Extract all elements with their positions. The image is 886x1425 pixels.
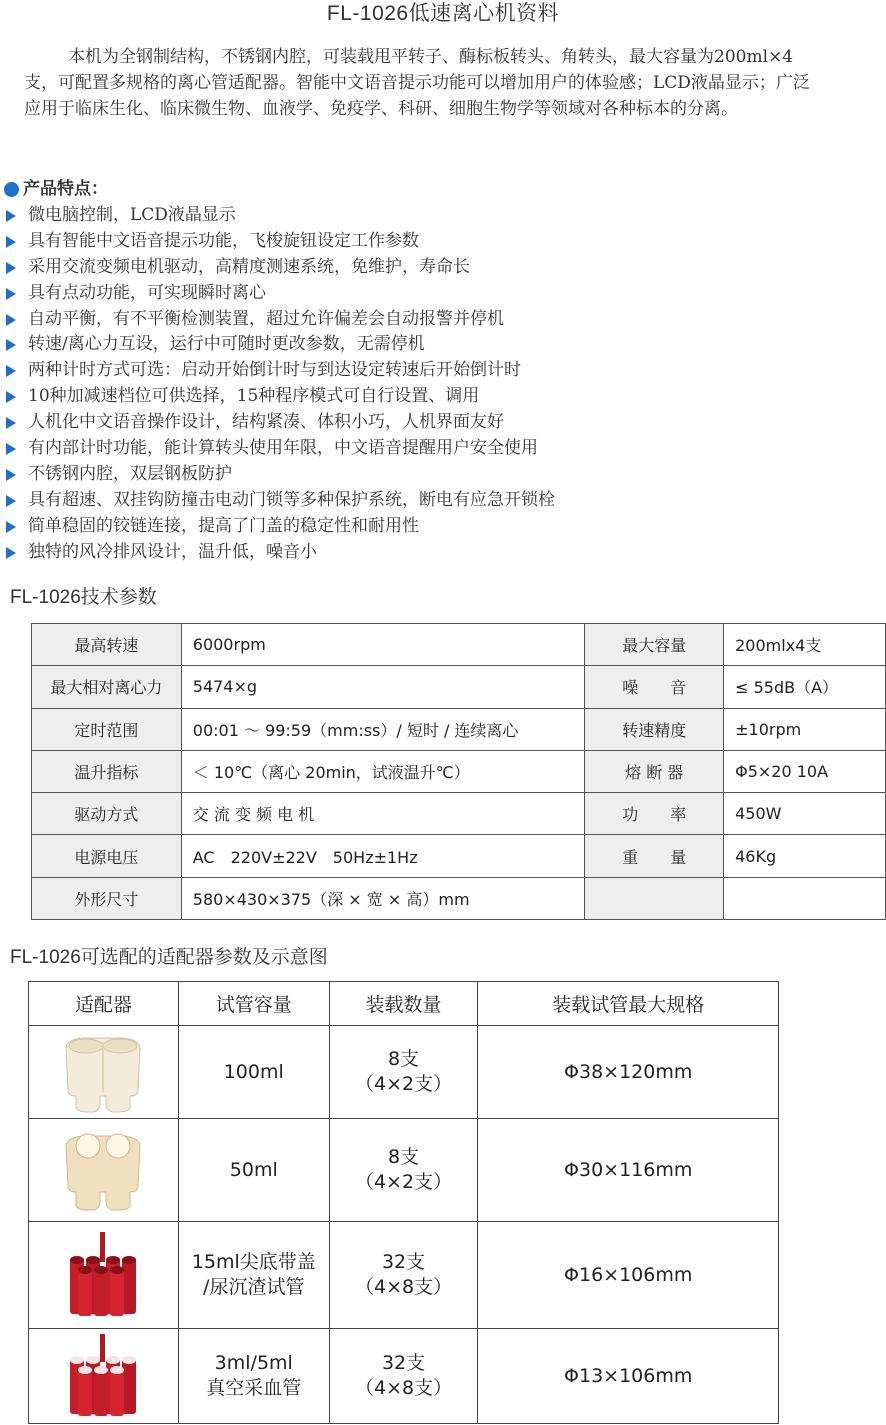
quantity-value: 32支 xyxy=(381,1352,426,1374)
spec-value: 交 流 变 频 电 机 xyxy=(181,793,585,835)
capacity-cell: 100ml xyxy=(178,1026,329,1119)
triangle-bullet-icon xyxy=(6,365,16,377)
spec-title: FL-1026技术参数 xyxy=(10,587,157,608)
feature-text: 具有超速、双挂钩防撞击电动门锁等多种保护系统，断电有应急开锁栓 xyxy=(28,489,555,510)
list-item xyxy=(4,229,555,255)
list-item xyxy=(4,462,555,488)
feature-text: 具有点动功能，可实现瞬时离心 xyxy=(28,282,266,303)
spec-label: 电源电压 xyxy=(32,835,182,877)
adapter-image-cell xyxy=(29,1026,179,1119)
quantity-detail: （4×8支） xyxy=(354,1276,453,1298)
table-row xyxy=(29,1329,779,1424)
spec-label: 外形尺寸 xyxy=(32,877,182,919)
quantity-value: 32支 xyxy=(381,1251,426,1273)
spec-label: 最大容量 xyxy=(585,624,724,666)
feature-text: 人机化中文语音操作设计，结构紧凑、体积小巧，人机界面友好 xyxy=(28,412,504,433)
spec-value: 200mlx4支 xyxy=(724,624,886,666)
quantity-detail: （4×8支） xyxy=(354,1377,453,1399)
list-item xyxy=(4,410,555,436)
features-list xyxy=(4,203,555,565)
spec-value: 00:01 ～ 99:59（mm:ss）/ 短时 / 连续离心 xyxy=(181,708,585,750)
feature-text: 两种计时方式可选：启动开始倒计时与到达设定转速后开始倒计时 xyxy=(28,360,521,381)
capacity-cell: 15ml尖底带盖 /尿沉渣试管 xyxy=(178,1222,329,1329)
feature-text: 独特的风冷排风设计，温升低，噪音小 xyxy=(28,541,317,562)
list-item xyxy=(4,540,555,566)
spec-label: 功 率 xyxy=(585,793,724,835)
table-row xyxy=(32,835,886,877)
bullet-dot-icon xyxy=(4,182,19,197)
quantity-value: 8支 xyxy=(387,1146,420,1168)
red-8-hole-adapter-white-top-icon xyxy=(58,1332,148,1420)
quantity-value: 8支 xyxy=(387,1048,420,1070)
list-item xyxy=(4,488,555,514)
triangle-bullet-icon xyxy=(6,314,16,326)
feature-text: 自动平衡，有不平衡检测装置，超过允许偏差会自动报警并停机 xyxy=(28,308,504,329)
spec-value: ＜ 10℃（离心 20min，试液温升℃） xyxy=(181,750,585,792)
feature-text: 10种加减速档位可供选择，15种程序模式可自行设置、调用 xyxy=(28,386,480,407)
list-item xyxy=(4,514,555,540)
spec-value xyxy=(724,877,886,919)
quantity-cell xyxy=(329,1119,478,1222)
feature-text: 微电脑控制，LCD液晶显示 xyxy=(28,205,236,225)
intro-paragraph: 本机为全钢制结构，不锈钢内腔，可装载甩平转子、酶标板转头、角转头，最大容量为200ml×4支，可配置多规格的离心管适配器。智能中文语音提示功能可以增加用户的体验感；LCD液晶显示；广泛应用于临床生化、临床微生物、血液学、免疫学、科研、细胞生物学等领域对各种标本的分离。 xyxy=(24,47,810,119)
max-spec-cell: Φ38×120mm xyxy=(478,1026,779,1119)
spec-label: 定时范围 xyxy=(32,708,182,750)
triangle-bullet-icon xyxy=(6,339,16,351)
header-capacity: 试管容量 xyxy=(178,982,329,1026)
list-item xyxy=(4,436,555,462)
adapter-image-cell xyxy=(29,1119,179,1222)
table-row xyxy=(32,750,886,792)
list-item xyxy=(4,384,555,410)
page-title: FL-1026低速离心机资料 xyxy=(326,2,560,25)
triangle-bullet-icon xyxy=(6,443,16,455)
triangle-bullet-icon xyxy=(6,547,16,559)
table-row xyxy=(32,624,886,666)
adapter-header-row xyxy=(29,982,779,1026)
spec-table xyxy=(31,623,886,920)
spec-label: 温升指标 xyxy=(32,750,182,792)
list-item xyxy=(4,307,555,333)
triangle-bullet-icon xyxy=(6,495,16,507)
quantity-detail: （4×2支） xyxy=(354,1171,453,1193)
feature-text: 有内部计时功能，能计算转头使用年限，中文语音提醒用户安全使用 xyxy=(28,438,538,459)
max-spec-cell: Φ13×106mm xyxy=(478,1329,779,1424)
table-row xyxy=(32,708,886,750)
spec-value: 450W xyxy=(724,793,886,835)
spec-label: 驱动方式 xyxy=(32,793,182,835)
capacity-cell: 3ml/5ml 真空采血管 xyxy=(178,1329,329,1424)
table-row xyxy=(32,666,886,708)
header-adapter: 适配器 xyxy=(29,982,179,1026)
adapter-table xyxy=(28,981,779,1424)
header-quantity: 装载数量 xyxy=(329,982,478,1026)
quantity-cell xyxy=(329,1026,478,1119)
adapter-image-cell xyxy=(29,1222,179,1329)
red-8-hole-adapter-icon xyxy=(58,1230,148,1320)
table-row xyxy=(29,1026,779,1119)
spec-value: ≤ 55dB（A） xyxy=(724,666,886,708)
triangle-bullet-icon xyxy=(6,521,16,533)
spec-label: 噪 音 xyxy=(585,666,724,708)
table-row xyxy=(32,793,886,835)
triangle-bullet-icon xyxy=(6,210,16,222)
spec-value: 6000rpm xyxy=(181,624,585,666)
triangle-bullet-icon xyxy=(6,469,16,481)
feature-text: 转速/离心力互设，运行中可随时更改参数，无需停机 xyxy=(28,334,425,355)
spec-value: AC 220V±22V 50Hz±1Hz xyxy=(181,835,585,877)
spec-label: 熔 断 器 xyxy=(585,750,724,792)
list-item xyxy=(4,255,555,281)
max-spec-cell: Φ16×106mm xyxy=(478,1222,779,1329)
spec-label: 最大相对离心力 xyxy=(32,666,182,708)
quantity-detail: （4×2支） xyxy=(354,1073,453,1095)
spec-value: 580×430×375（深 × 宽 × 高）mm xyxy=(181,877,585,919)
list-item xyxy=(4,281,555,307)
triangle-bullet-icon xyxy=(6,417,16,429)
triangle-bullet-icon xyxy=(6,288,16,300)
max-spec-cell: Φ30×116mm xyxy=(478,1119,779,1222)
spec-label: 重 量 xyxy=(585,835,724,877)
feature-text: 采用交流变频电机驱动，高精度测速系统，免维护，寿命长 xyxy=(28,256,470,277)
header-max-spec: 装载试管最大规格 xyxy=(478,982,779,1026)
quantity-cell xyxy=(329,1222,478,1329)
feature-text: 简单稳固的铰链连接，提高了门盖的稳定性和耐用性 xyxy=(28,515,419,536)
feature-text: 不锈钢内腔，双层钢板防护 xyxy=(28,463,232,484)
list-item xyxy=(4,203,555,229)
list-item xyxy=(4,358,555,384)
spec-value: ±10rpm xyxy=(724,708,886,750)
triangle-bullet-icon xyxy=(6,391,16,403)
spec-label: 转速精度 xyxy=(585,708,724,750)
triangle-bullet-icon xyxy=(6,262,16,274)
table-row xyxy=(29,1119,779,1222)
triangle-bullet-icon xyxy=(6,236,16,248)
table-row xyxy=(29,1222,779,1329)
table-row xyxy=(32,877,886,919)
adapter-image-cell xyxy=(29,1329,179,1424)
features-heading-text: 产品特点： xyxy=(23,179,108,199)
spec-value: Φ5×20 10A xyxy=(724,750,886,792)
white-2-hole-adapter-small-icon xyxy=(58,1128,148,1212)
list-item xyxy=(4,332,555,358)
white-2-hole-adapter-large-icon xyxy=(58,1030,148,1114)
features-heading xyxy=(4,176,108,202)
spec-label: 最高转速 xyxy=(32,624,182,666)
quantity-cell xyxy=(329,1329,478,1424)
capacity-cell: 50ml xyxy=(178,1119,329,1222)
spec-value: 46Kg xyxy=(724,835,886,877)
spec-value: 5474×g xyxy=(181,666,585,708)
spec-label xyxy=(585,877,724,919)
feature-text: 具有智能中文语音提示功能，飞梭旋钮设定工作参数 xyxy=(28,230,419,251)
adapter-title: FL-1026可选配的适配器参数及示意图 xyxy=(10,947,328,968)
